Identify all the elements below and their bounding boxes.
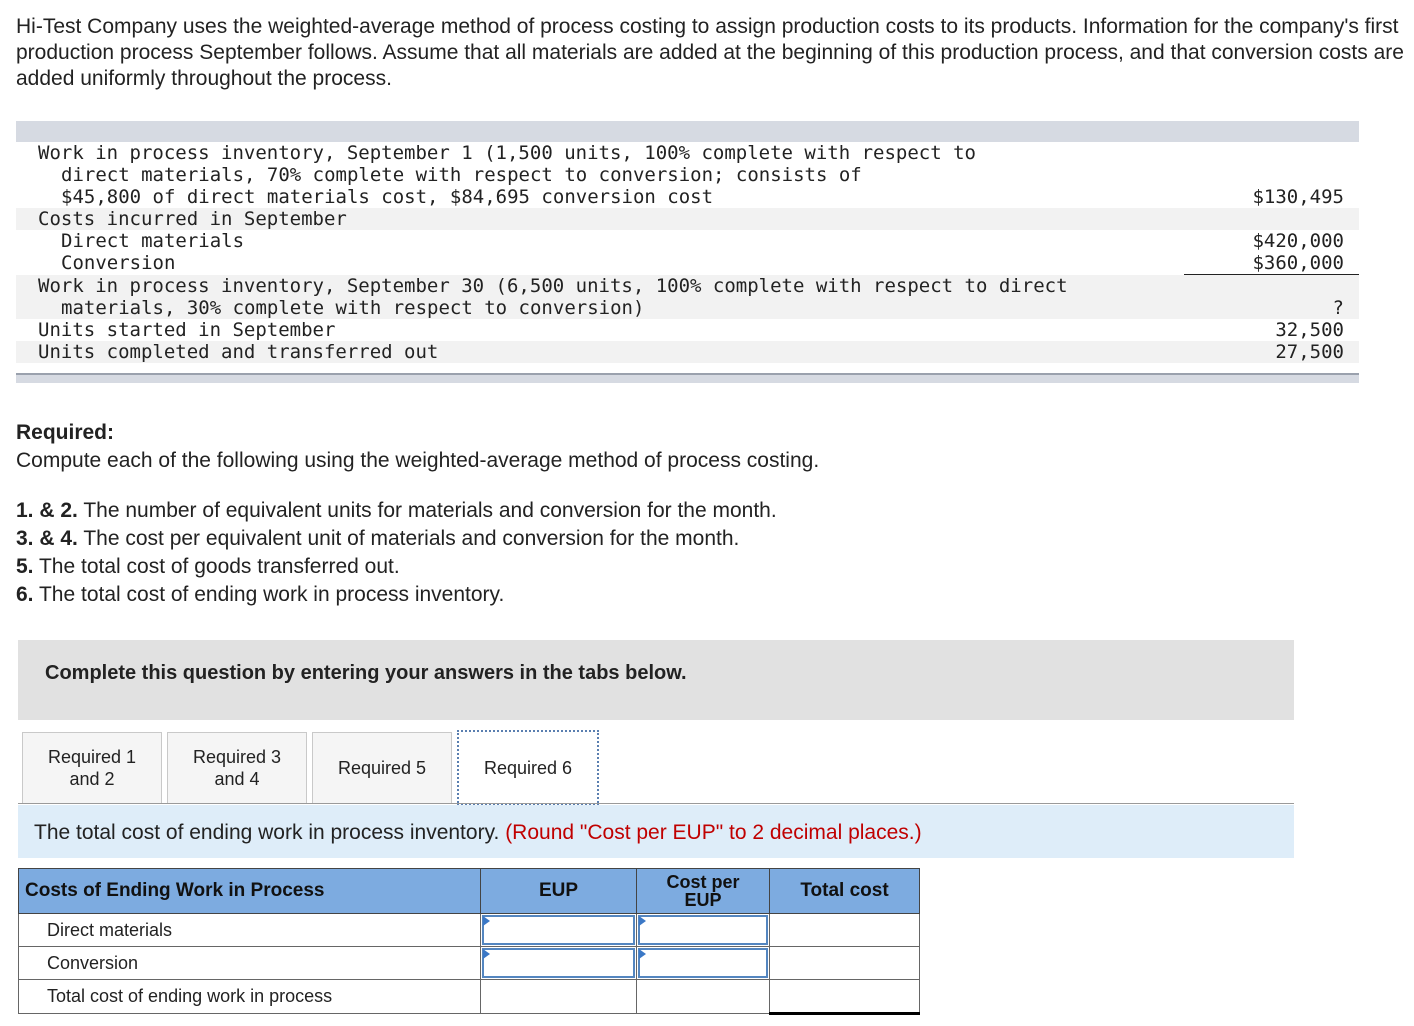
list-item [16,525,777,553]
header-line2: EUP [684,890,722,910]
tab-label-line1: Required 1 [47,747,137,767]
required-heading: Required: [16,421,115,444]
requirement-text: The total cost of goods transferred out. [33,555,400,578]
info-row-value [1184,142,1359,164]
row-label-direct-materials: Direct materials [19,914,481,947]
info-row [16,230,1359,252]
problem-intro: Hi-Test Company uses the weighted-average method of process costing to assign production costs to its products. Information for the company's first production process September follows. Assume that all materials are added at the beginning of this production process, and that conversion costs are added uniformly throughout the process. [16,15,1404,90]
header-total-cost: Total cost [770,869,920,914]
info-row-value [1184,164,1359,186]
instruction-text: The total cost of ending work in process inventory. [34,821,500,844]
info-row [16,164,1359,186]
total-cost-per-eup-cell [637,980,770,1014]
direct-materials-total-cost-cell [770,914,920,947]
input-flag-icon [639,916,646,926]
list-item [16,553,777,581]
input-flag-icon [483,916,490,926]
info-row-value: $130,495 [1252,186,1344,208]
info-row [16,341,1359,363]
requirement-text: The cost per equivalent unit of materials and conversion for the month. [77,527,740,550]
tab-required-1-and-2[interactable] [22,732,162,804]
input-box[interactable] [482,948,635,978]
input-box[interactable] [638,948,768,978]
info-table-top-band [16,121,1359,142]
requirement-number: 3. & 4. [16,527,78,550]
header-costs-of-ending-wip: Costs of Ending Work in Process [19,869,481,914]
complete-question-text: Complete this question by entering your answers in the tabs below. [45,662,687,684]
requirement-number: 1. & 2. [16,499,78,522]
info-row-value [1184,208,1359,230]
instruction-banner [18,805,1294,858]
info-row [16,297,1359,319]
requirement-number: 5. [16,555,34,578]
tab-required-6[interactable] [457,730,599,806]
conversion-cost-per-eup-input[interactable] [637,947,770,980]
conversion-eup-input[interactable] [481,947,637,980]
total-eup-cell [481,980,637,1014]
input-flag-icon [639,949,646,959]
tab-divider [18,803,1294,804]
info-row [16,252,1359,275]
info-row-value: $420,000 [1252,230,1344,252]
info-row-value: ? [1332,297,1344,319]
info-row-value: 27,500 [1275,341,1344,363]
cost-info-table [16,121,1359,383]
info-row-label: Conversion [61,252,176,274]
info-row [16,208,1359,230]
requirement-text: The number of equivalent units for materials and conversion for the month. [77,499,777,522]
ending-wip-cost-table [18,868,920,1015]
info-row-label: Direct materials [61,230,245,252]
info-row-label: Work in process inventory, September 30 (6,500 units, 100% complete with respect to direct [38,275,1068,297]
info-row-value: $360,000 [1184,252,1359,275]
header-eup: EUP [481,869,637,914]
info-row-label: materials, 30% complete with respect to conversion) [61,297,645,319]
row-label-conversion: Conversion [19,947,481,980]
complete-question-banner [18,640,1294,720]
requirement-number: 6. [16,583,34,606]
required-text: Compute each of the following using the weighted-average method of process costing. [16,449,820,472]
tab-bar [22,732,604,804]
tab-label-line2: and 2 [69,769,115,789]
direct-materials-cost-per-eup-input[interactable] [637,914,770,947]
required-section [16,419,819,475]
requirement-text: The total cost of ending work in process inventory. [33,583,505,606]
info-row-label: Costs incurred in September [38,208,347,230]
conversion-total-cost-cell [770,947,920,980]
rounding-note: (Round "Cost per EUP" to 2 decimal places.) [505,821,922,844]
info-row-label: Work in process inventory, September 1 (1,500 units, 100% complete with respect to [38,142,976,164]
list-item [16,497,777,525]
info-row-label: direct materials, 70% complete with respect to conversion; consists of [61,164,862,186]
tab-required-5[interactable] [312,732,452,804]
info-row-value [1184,275,1359,297]
input-box[interactable] [638,915,768,945]
tab-label-line1: Required 3 [192,747,282,767]
info-row-label: Units completed and transferred out [38,341,439,363]
info-row [16,319,1359,341]
info-row [16,186,1359,208]
input-flag-icon [483,949,490,959]
table-row [19,947,920,980]
row-label-total-cost-ending-wip: Total cost of ending work in process [19,980,481,1014]
table-header-row [19,869,920,914]
info-row-value: 32,500 [1275,319,1344,341]
list-item [16,581,777,609]
info-row [16,275,1359,297]
tab-label: Required 6 [483,758,573,778]
tab-label-line2: and 4 [214,769,260,789]
tab-label: Required 5 [337,758,427,778]
total-cost-ending-wip-cell [770,980,920,1014]
info-table-bottom-band [16,373,1359,383]
requirements-list [16,497,777,609]
table-row [19,980,920,1014]
tab-required-3-and-4[interactable] [167,732,307,804]
table-row [19,914,920,947]
input-box[interactable] [482,915,635,945]
direct-materials-eup-input[interactable] [481,914,637,947]
info-row-label: $45,800 of direct materials cost, $84,695 conversion cost [61,186,714,208]
header-cost-per-eup [637,869,770,914]
info-row [16,142,1359,164]
header-line1: Cost per [666,872,740,892]
info-row-label: Units started in September [38,319,336,341]
